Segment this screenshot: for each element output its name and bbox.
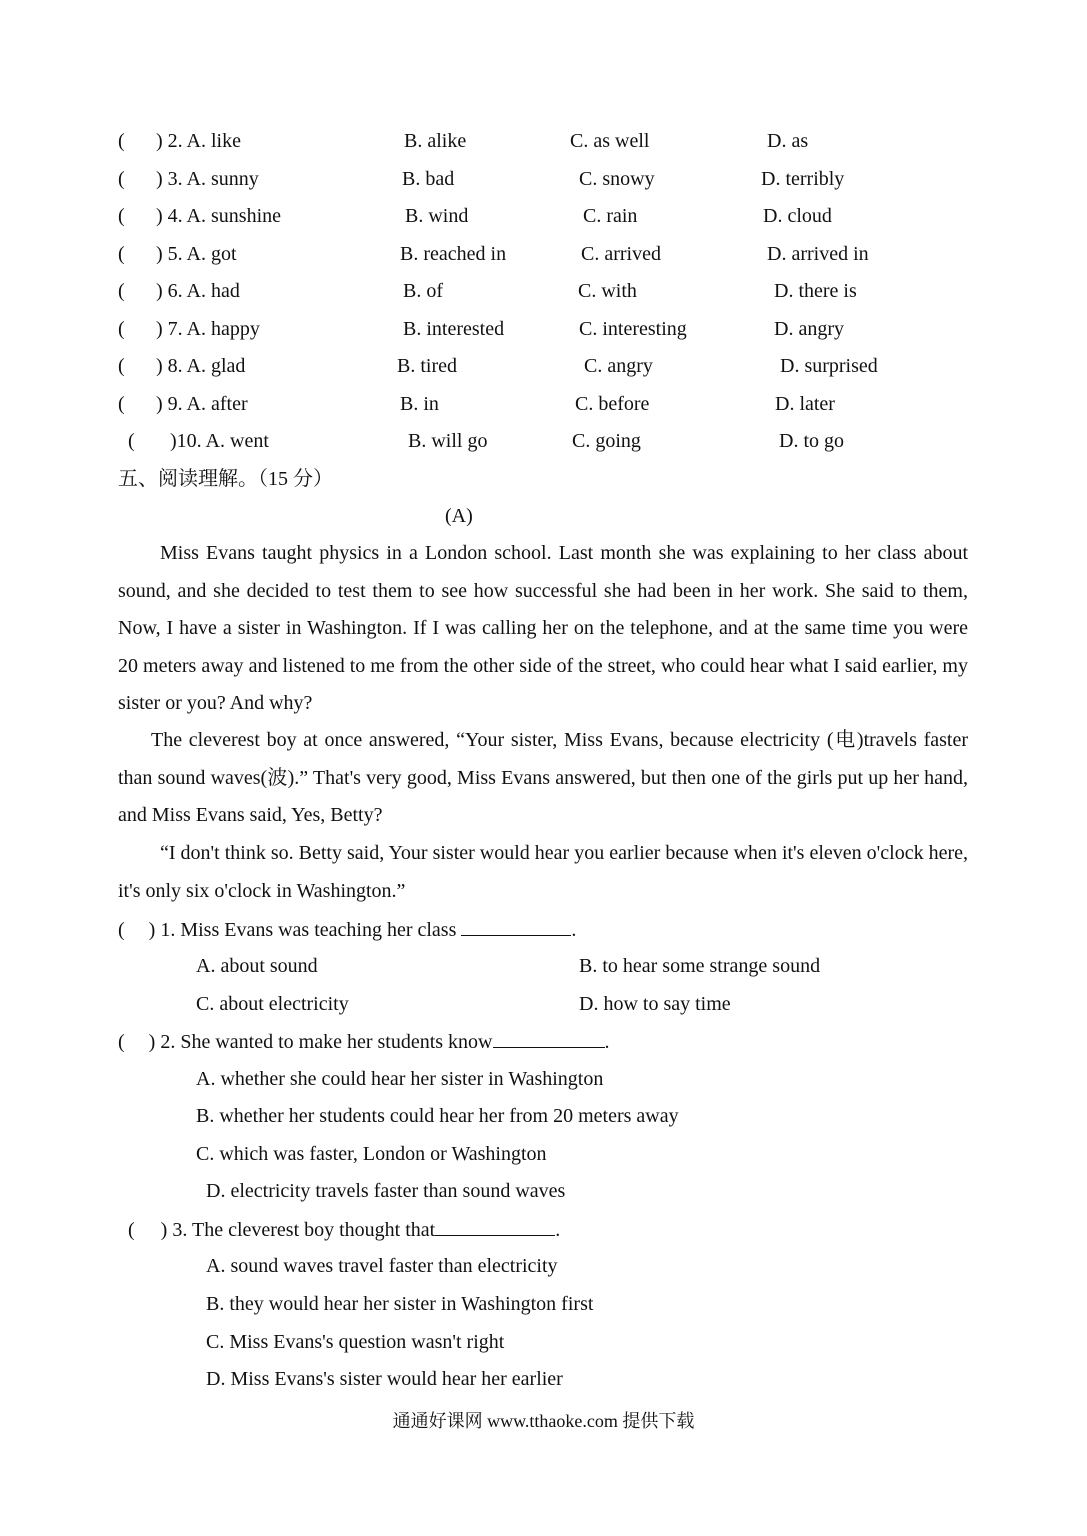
passage-label: (A) [445, 505, 473, 527]
question-label: ) 3. A. sunny [156, 168, 259, 190]
option-c: C. interesting [579, 318, 687, 340]
cloze-row [0, 354, 1087, 378]
option-d: D. cloud [763, 205, 832, 227]
question-end: . [555, 1219, 561, 1241]
page-footer: 通通好课网 www.tthaoke.com 提供下载 [392, 1411, 695, 1431]
question-label: ) 7. A. happy [156, 318, 260, 340]
answer-paren: ( [118, 280, 125, 302]
passage-paragraph-3: “I don't think so. Betty said, Your sister would hear you earlier because when it's eleven o'clock here, it's only six o'clock in Washington.” [118, 842, 968, 902]
q2-option-d: D. electricity travels faster than sound waves [206, 1180, 566, 1202]
option-c: C. going [572, 430, 641, 452]
question-stem: ) 2. She wanted to make her students know [148, 1031, 493, 1053]
answer-paren: ( [128, 430, 135, 452]
q1-option-d: D. how to say time [579, 993, 731, 1015]
option-b: B. bad [402, 168, 455, 190]
cloze-row [0, 429, 1087, 453]
option-b: B. tired [397, 355, 457, 377]
answer-paren: ( [118, 355, 125, 377]
question-end: . [571, 919, 577, 941]
option-c: C. as well [570, 130, 650, 152]
answer-paren: ( [118, 243, 125, 265]
answer-paren: ( [118, 205, 125, 227]
answer-paren: ( [118, 393, 125, 415]
question-end: . [604, 1031, 610, 1053]
answer-paren: ( [118, 168, 125, 190]
answer-paren: ( [118, 1031, 125, 1053]
option-b: B. of [403, 280, 443, 302]
question-label: ) 9. A. after [156, 393, 248, 415]
q3-option-c: C. Miss Evans's question wasn't right [206, 1331, 505, 1353]
answer-paren: ( [118, 130, 125, 152]
q2-option-a: A. whether she could hear her sister in Washington [196, 1068, 604, 1090]
answer-paren: ( [118, 318, 125, 340]
answer-blank [493, 1029, 605, 1048]
cloze-row [0, 392, 1087, 416]
cloze-row [0, 204, 1087, 228]
question-stem: ) 3. The cleverest boy thought that [160, 1219, 436, 1241]
option-c: C. angry [584, 355, 653, 377]
option-c: C. rain [583, 205, 638, 227]
option-b: B. wind [405, 205, 469, 227]
q1-option-c: C. about electricity [196, 993, 349, 1015]
option-d: D. surprised [780, 355, 878, 377]
question-label: ) 5. A. got [156, 243, 237, 265]
question-stem: ) 1. Miss Evans was teaching her class [148, 919, 457, 941]
question-3 [128, 1217, 560, 1242]
option-b: B. will go [408, 430, 488, 452]
question-2 [118, 1029, 610, 1054]
option-b: B. alike [404, 130, 467, 152]
option-d: D. to go [779, 430, 844, 452]
cloze-row [0, 242, 1087, 266]
q3-option-a: A. sound waves travel faster than electricity [206, 1255, 558, 1277]
answer-blank [435, 1217, 555, 1236]
option-d: D. there is [774, 280, 857, 302]
q3-option-d: D. Miss Evans's sister would hear her earlier [206, 1368, 563, 1390]
question-label: ) 8. A. glad [156, 355, 246, 377]
option-b: B. reached in [400, 243, 507, 265]
question-label: ) 4. A. sunshine [156, 205, 281, 227]
q1-option-b: B. to hear some strange sound [579, 955, 821, 977]
cloze-row [0, 129, 1087, 153]
cloze-row [0, 167, 1087, 191]
option-d: D. as [767, 130, 809, 152]
option-b: B. interested [403, 318, 505, 340]
question-label: ) 6. A. had [156, 280, 240, 302]
answer-blank [461, 917, 571, 936]
q2-option-b: B. whether her students could hear her from 20 meters away [196, 1105, 679, 1127]
passage-paragraph-2: The cleverest boy at once answered, “Your sister, Miss Evans, because electricity (电)travels faster than sound waves(波).” That's very good, Miss Evans answered, but then one of the girls put up her hand, and Miss Evans said, Yes, Betty? [118, 729, 968, 826]
question-1 [118, 917, 576, 942]
question-label: ) 2. A. like [156, 130, 241, 152]
q2-option-c: C. which was faster, London or Washington [196, 1143, 547, 1165]
option-d: D. angry [774, 318, 844, 340]
question-label: )10. A. went [170, 430, 269, 452]
section-title: 五、阅读理解。（15 分） [118, 468, 333, 490]
option-c: C. before [575, 393, 650, 415]
q1-option-a: A. about sound [196, 955, 318, 977]
answer-paren: ( [128, 1219, 135, 1241]
option-d: D. terribly [761, 168, 845, 190]
option-c: C. arrived [581, 243, 661, 265]
passage-paragraph-1: Miss Evans taught physics in a London school. Last month she was explaining to her class about sound, and she decided to test them to see how successful she had been in her work. She said to them, Now, I have a sister in Washington. If I was calling her on the telephone, and at the same time you were 20 meters away and listened to me from the other side of the street, who could hear what I said earlier, my sister or you? And why? [118, 542, 968, 714]
option-c: C. with [578, 280, 637, 302]
q3-option-b: B. they would hear her sister in Washington first [206, 1293, 594, 1315]
option-b: B. in [400, 393, 439, 415]
option-c: C. snowy [579, 168, 655, 190]
answer-paren: ( [118, 919, 125, 941]
cloze-row [0, 279, 1087, 303]
cloze-row [0, 317, 1087, 341]
option-d: D. later [775, 393, 835, 415]
option-d: D. arrived in [767, 243, 869, 265]
